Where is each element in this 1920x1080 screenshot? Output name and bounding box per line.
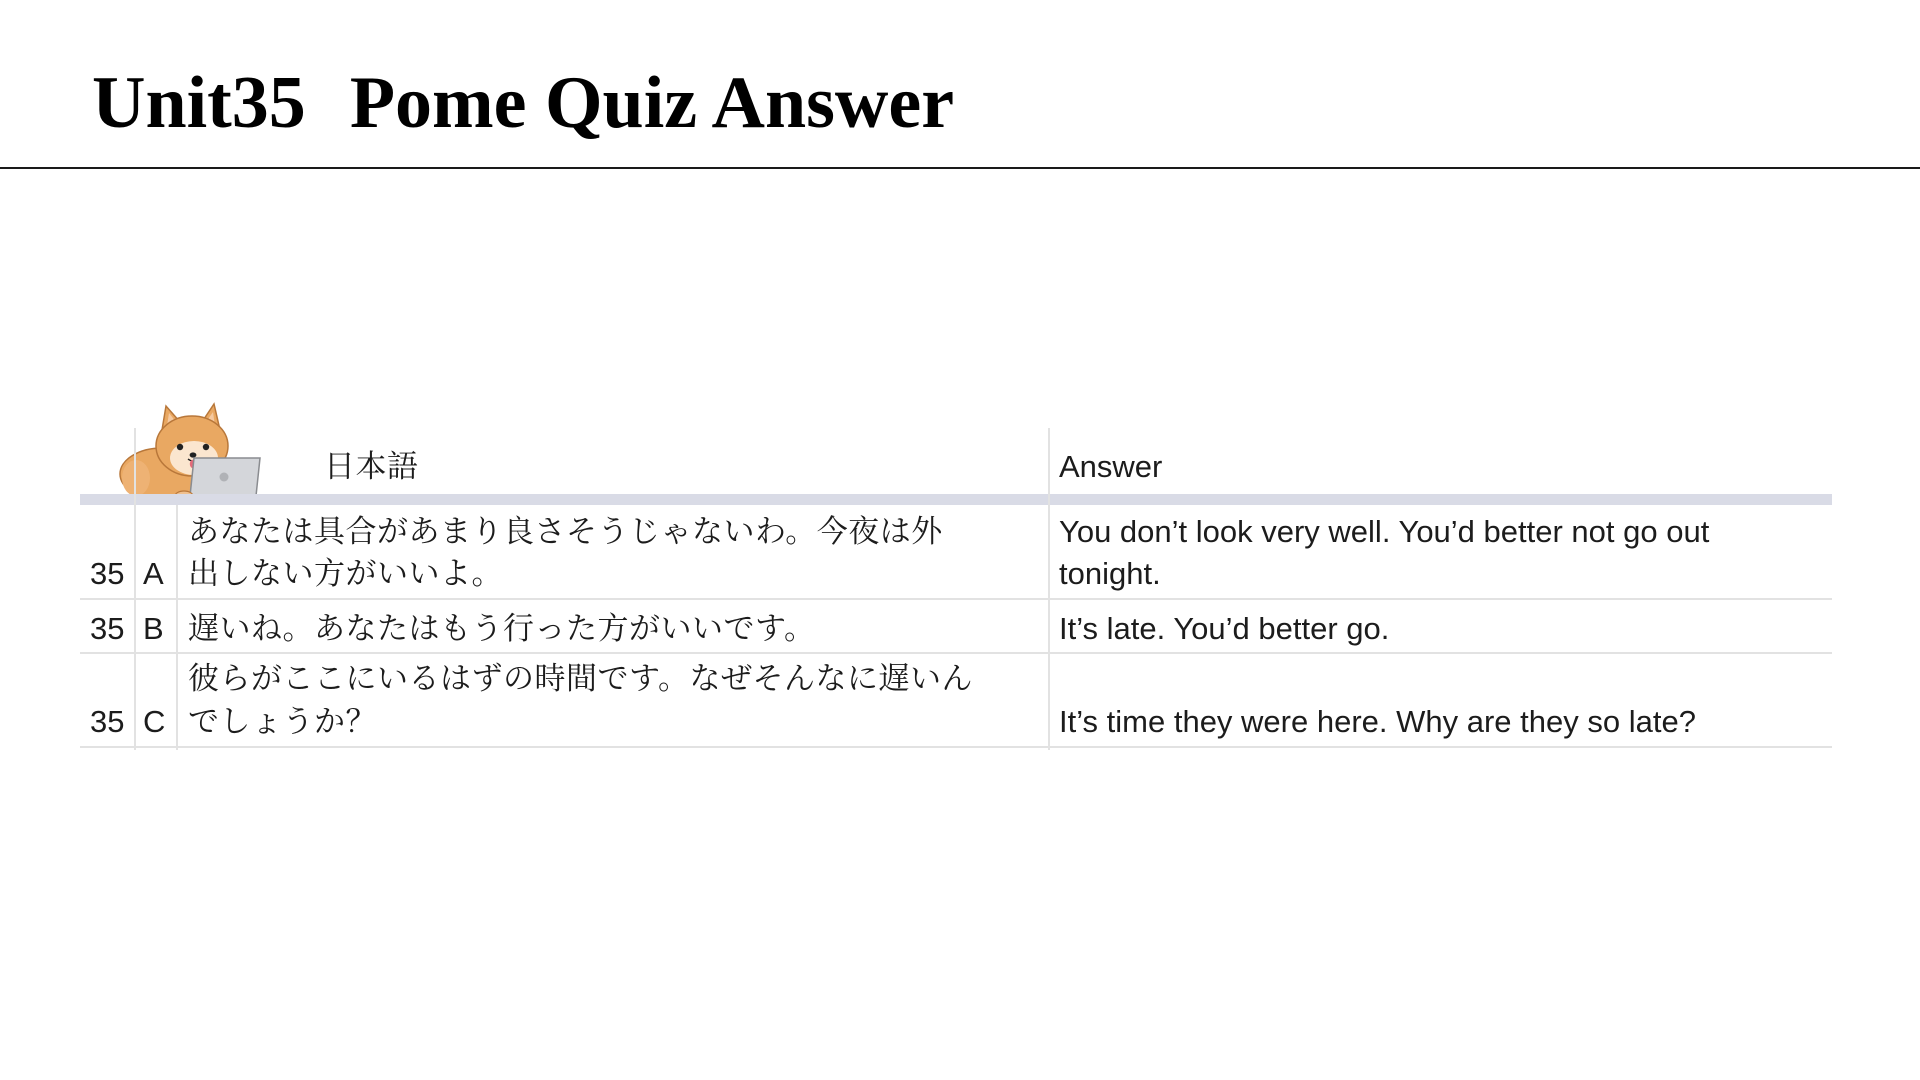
title-divider <box>0 167 1920 169</box>
quiz-title: Pome Quiz Answer <box>349 62 955 144</box>
row-divider <box>80 652 1832 654</box>
japanese-sentence-line: 遅いね。あなたはもう行った方がいいです。 <box>188 611 816 647</box>
header-answer: Answer <box>1059 449 1163 484</box>
row-letter: B <box>143 611 164 646</box>
row-divider <box>80 598 1832 600</box>
answer-table <box>80 400 1832 756</box>
row-number: 35 <box>90 611 125 646</box>
row-letter: A <box>143 556 164 591</box>
column-divider <box>1048 428 1050 750</box>
japanese-sentence-line: でしょうか？ <box>188 704 377 740</box>
header-japanese: 日本語 <box>324 449 419 485</box>
answer-sentence-line: tonight. <box>1059 556 1161 591</box>
answer-sentence-line: You don’t look very well. You’d better not go out <box>1059 514 1710 549</box>
row-divider <box>80 746 1832 748</box>
column-divider <box>134 428 136 750</box>
slide-title <box>92 58 954 148</box>
answer-sentence-line: It’s time they were here. Why are they so late? <box>1059 704 1696 739</box>
header-separator <box>80 494 1832 505</box>
unit-label: Unit35 <box>92 62 306 144</box>
japanese-sentence-line: 出しない方がいいよ。 <box>188 556 503 592</box>
japanese-sentence-line: 彼らがここにいるはずの時間です。なぜそんなに遅いん <box>188 661 974 697</box>
answer-sentence-line: It’s late. You’d better go. <box>1059 611 1390 646</box>
row-number: 35 <box>90 556 125 591</box>
row-number: 35 <box>90 704 125 739</box>
japanese-sentence-line: あなたは具合があまり良さそうじゃないわ。今夜は外 <box>188 514 943 550</box>
row-letter: C <box>143 704 166 739</box>
column-divider <box>176 505 178 750</box>
